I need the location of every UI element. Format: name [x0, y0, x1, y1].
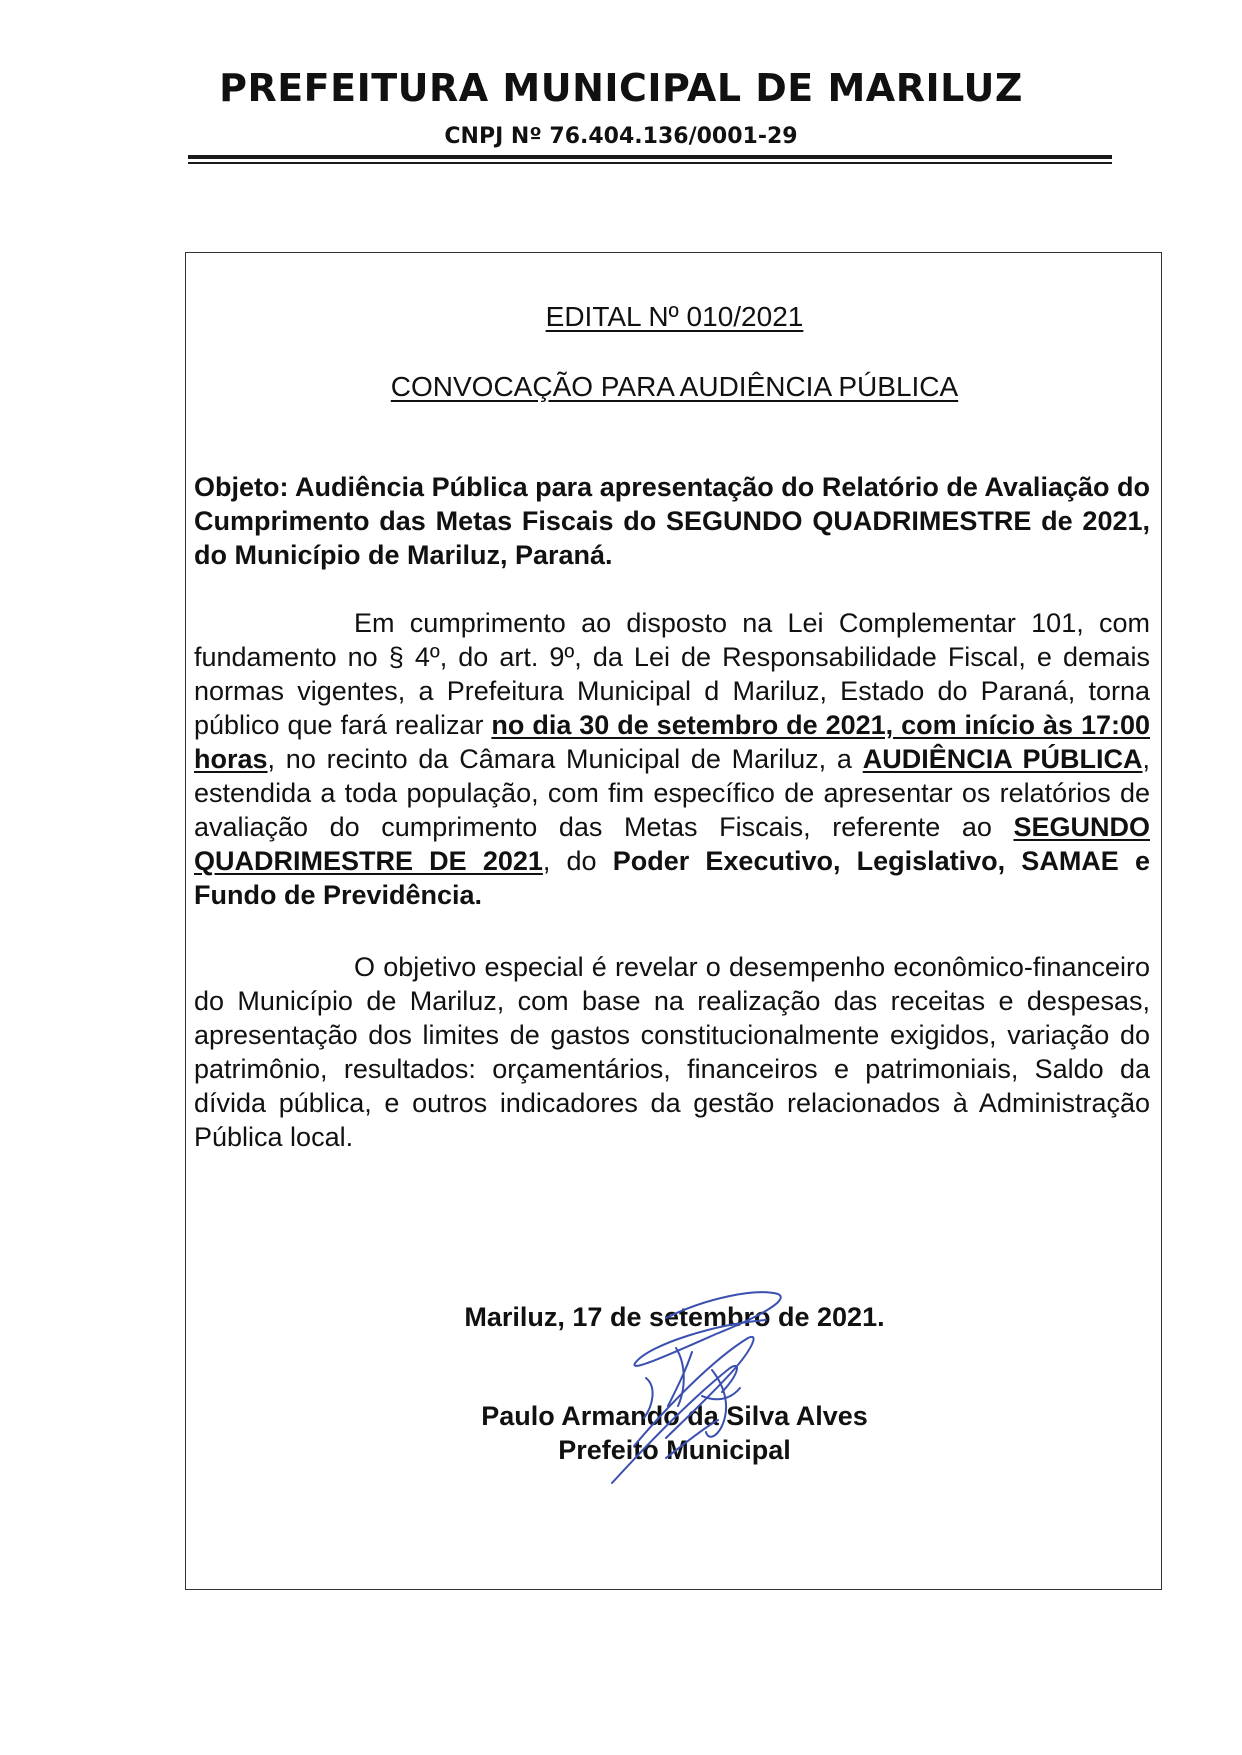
edital-frame	[185, 252, 1162, 1590]
signatory-role: Prefeito Municipal	[558, 1435, 791, 1465]
date-line: Mariluz, 17 de setembro de 2021.	[464, 1302, 885, 1332]
header-divider-thick	[188, 155, 1112, 159]
signatory-name: Paulo Armando da Silva Alves	[481, 1401, 868, 1431]
p2-text: O objetivo especial é revelar o desempenho econômico-financeiro do Município de Mariluz, com base na realização das receitas e despesas, apresentação dos limites de gastos constitucionalmente exigidos, variação do patrimônio, resultados: orçamentários, financeiros e patrimoniais, Saldo da dívida pública, e outros indicadores da gestão relacionados à Administração Pública local.	[194, 952, 1150, 1152]
p1-text-1: Em cumprimento ao disposto na Lei Complementar 101, com fundamento no § 4º, do art. 9º, da Lei de Responsabilidade Fiscal, e demais normas vigentes, a Prefeitura Municipal d Mariluz, Estado do Paraná, torna público que fará realizar	[194, 608, 1150, 740]
signature-icon	[516, 1278, 816, 1488]
audiencia-publica-emphasis: AUDIÊNCIA PÚBLICA	[862, 744, 1143, 774]
body-paragraph-2	[194, 950, 1150, 1154]
powers-emphasis: Poder Executivo, Legislativo, SAMAE e Fundo de Previdência.	[194, 846, 1150, 910]
edital-number: EDITAL Nº 010/2021	[545, 301, 804, 332]
p1-text-3: , estendida a toda população, com fim específico de apresentar os relatórios de avaliação do cumprimento das Metas Fiscais, referente ao	[194, 744, 1151, 842]
quadrimestre-emphasis: SEGUNDO QUADRIMESTRE DE 2021	[194, 812, 1150, 876]
header-divider-thin	[188, 162, 1112, 164]
p1-text-2: , no recinto da Câmara Municipal de Mariluz, a	[267, 744, 863, 774]
p1-text-4: , do	[542, 846, 613, 876]
event-date-time: no dia 30 de setembro de 2021, com início às 17:00 horas	[194, 710, 1151, 774]
objeto-paragraph: Objeto: Audiência Pública para apresentação do Relatório de Avaliação do Cumprimento das Metas Fiscais do SEGUNDO QUADRIMESTRE de 2021, do Município de Mariluz, Paraná.	[194, 472, 1150, 570]
org-name: PREFEITURA MUNICIPAL DE MARILUZ	[219, 66, 1023, 110]
edital-subtitle: CONVOCAÇÃO PARA AUDIÊNCIA PÚBLICA	[390, 371, 959, 402]
body-paragraph-1	[194, 606, 1150, 912]
cnpj-number: CNPJ Nº 76.404.136/0001-29	[444, 124, 798, 149]
